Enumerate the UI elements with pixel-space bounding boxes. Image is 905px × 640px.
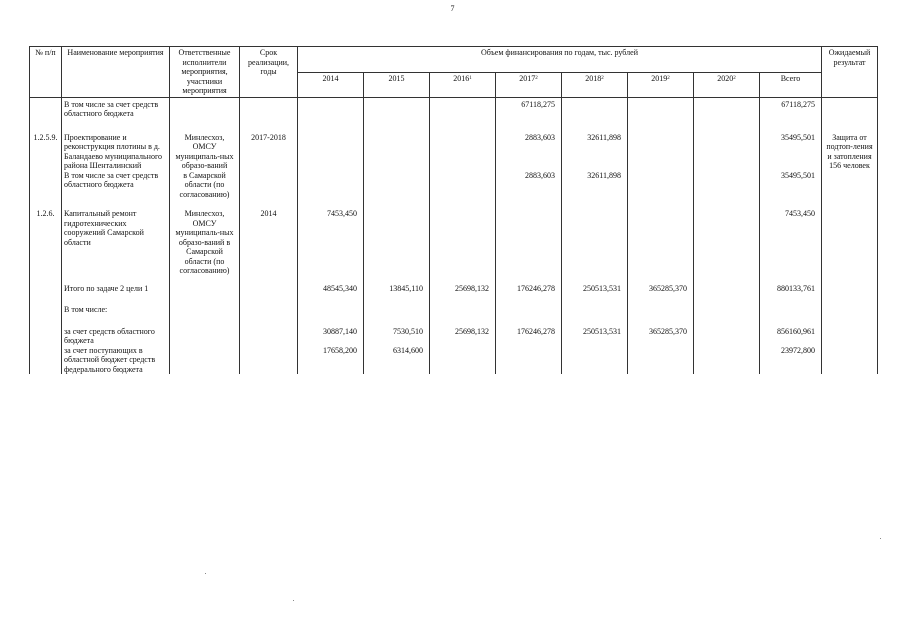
row-num [30, 315, 62, 346]
row-total: 35495,501 [760, 171, 822, 200]
row-value [430, 293, 496, 315]
row-value [628, 346, 694, 375]
row-value: 2883,603 [496, 171, 562, 200]
row-total: 856160,961 [760, 315, 822, 346]
row-value [364, 293, 430, 315]
row-value [298, 293, 364, 315]
header-year-label: 2017 [519, 74, 536, 84]
row-result [822, 199, 878, 276]
row-result [822, 315, 878, 346]
row-value [694, 293, 760, 315]
row-result [822, 293, 878, 315]
row-num [30, 171, 62, 200]
table-row [30, 315, 878, 346]
row-num: 1.2.6. [30, 199, 62, 276]
header-term: Срок реализации, годы [240, 47, 298, 98]
row-value [364, 119, 430, 171]
row-value [364, 171, 430, 200]
row-value [694, 199, 760, 276]
row-term [240, 346, 298, 375]
funding-table [29, 46, 878, 374]
row-value [628, 199, 694, 276]
row-value [694, 171, 760, 200]
header-responsible: Ответственные исполнители мероприятия, участники мероприятия [170, 47, 240, 98]
row-name: за счет поступающих в областной бюджет средств федерального бюджета [62, 346, 170, 375]
header-result: Ожидаемый результат [822, 47, 878, 98]
row-value [628, 171, 694, 200]
row-value: 250513,531 [562, 315, 628, 346]
row-responsible [170, 293, 240, 315]
table-row [30, 346, 878, 375]
table-row [30, 119, 878, 171]
row-value [430, 97, 496, 119]
row-value: 7453,450 [298, 199, 364, 276]
header-funding: Объем финансирования по годам, тыс. рублей [298, 47, 822, 73]
row-value [430, 346, 496, 375]
row-value [496, 199, 562, 276]
row-responsible [170, 315, 240, 346]
row-responsible [170, 346, 240, 375]
row-name: В том числе за счет средств областного бюджета [62, 171, 170, 200]
row-total [760, 293, 822, 315]
row-value: 25698,132 [430, 315, 496, 346]
row-value [694, 97, 760, 119]
row-value [694, 276, 760, 294]
row-total: 35495,501 [760, 119, 822, 171]
row-value [562, 199, 628, 276]
row-value: 13845,110 [364, 276, 430, 294]
row-term: 2017-2018 [240, 119, 298, 171]
row-value: 365285,370 [628, 276, 694, 294]
header-year-label: 2020 [717, 74, 734, 84]
header-year-label: 2018 [585, 74, 602, 84]
table-row [30, 199, 878, 276]
header-total: Всего [760, 73, 822, 97]
row-responsible [170, 97, 240, 119]
row-result [822, 97, 878, 119]
row-total: 23972,800 [760, 346, 822, 375]
row-value: 250513,531 [562, 276, 628, 294]
row-result [822, 346, 878, 375]
table-row [30, 171, 878, 200]
row-name: за счет средств областного бюджета [62, 315, 170, 346]
header-num: № п/п [30, 47, 62, 98]
row-value [694, 315, 760, 346]
header-year-2019 [628, 73, 694, 97]
row-name: В том числе: [62, 293, 170, 315]
row-value: 7530,510 [364, 315, 430, 346]
row-value [694, 119, 760, 171]
row-result: Защита от подтоп-ления и затопления 156 человек [822, 119, 878, 171]
header-year-label: 2019 [651, 74, 668, 84]
row-num [30, 276, 62, 294]
row-name: Итого по задаче 2 цели 1 [62, 276, 170, 294]
row-responsible: Минлесхоз, ОМСУ муниципаль-ных образо-ваний [170, 119, 240, 171]
table-body [30, 97, 878, 374]
table-row [30, 276, 878, 294]
scan-speck [293, 600, 294, 601]
row-value [430, 171, 496, 200]
row-term [240, 293, 298, 315]
row-value: 176246,278 [496, 276, 562, 294]
header-year-2020 [694, 73, 760, 97]
row-total: 880133,761 [760, 276, 822, 294]
row-value [628, 293, 694, 315]
row-num [30, 293, 62, 315]
row-num [30, 97, 62, 119]
row-value [298, 171, 364, 200]
row-value [496, 346, 562, 375]
header-year-footnote: 2 [733, 76, 736, 82]
row-term [240, 97, 298, 119]
row-value [562, 346, 628, 375]
row-result [822, 171, 878, 200]
row-value: 176246,278 [496, 315, 562, 346]
header-year-label: 2016 [453, 74, 470, 84]
scan-speck [205, 573, 206, 574]
row-responsible [170, 276, 240, 294]
page-number: 7 [450, 4, 455, 13]
header-name: Наименование мероприятия [62, 47, 170, 98]
row-name: Проектирование и реконструкция плотины в д. Баландаево муниципального района Шенталинский [62, 119, 170, 171]
row-num: 1.2.5.9. [30, 119, 62, 171]
header-year-footnote: 2 [601, 76, 604, 82]
header-year-2016 [430, 73, 496, 97]
row-value: 48545,340 [298, 276, 364, 294]
row-value [562, 293, 628, 315]
row-result [822, 276, 878, 294]
row-value [694, 346, 760, 375]
row-value [298, 119, 364, 171]
row-value [628, 97, 694, 119]
header-year-2014 [298, 73, 364, 97]
row-value [496, 293, 562, 315]
row-value [628, 119, 694, 171]
row-value [364, 97, 430, 119]
header-year-2018 [562, 73, 628, 97]
row-value [430, 199, 496, 276]
row-term [240, 171, 298, 200]
row-value: 365285,370 [628, 315, 694, 346]
table-row [30, 97, 878, 119]
row-term [240, 276, 298, 294]
header-year-2015 [364, 73, 430, 97]
row-total: 67118,275 [760, 97, 822, 119]
row-value: 6314,600 [364, 346, 430, 375]
row-value [562, 97, 628, 119]
row-value [364, 199, 430, 276]
row-name: В том числе за счет средств областного бюджета [62, 97, 170, 119]
row-num [30, 346, 62, 375]
table-header-row [30, 47, 878, 73]
header-year-label: 2014 [322, 74, 339, 84]
header-year-footnote: 1 [469, 76, 472, 82]
row-value: 25698,132 [430, 276, 496, 294]
row-value [430, 119, 496, 171]
header-year-footnote: 2 [667, 76, 670, 82]
row-value: 17658,200 [298, 346, 364, 375]
row-term [240, 315, 298, 346]
table-row [30, 293, 878, 315]
row-responsible: Минлесхоз, ОМСУ муниципаль-ных образо-ваний в Самарской области (по согласованию) [170, 199, 240, 276]
row-value: 30887,140 [298, 315, 364, 346]
header-year-label: 2015 [388, 74, 405, 84]
row-value [298, 97, 364, 119]
scan-speck [880, 538, 881, 539]
row-responsible: в Самарской области (по согласованию) [170, 171, 240, 200]
row-name: Капитальный ремонт гидротехнических сооружений Самарской области [62, 199, 170, 276]
row-value: 2883,603 [496, 119, 562, 171]
row-total: 7453,450 [760, 199, 822, 276]
row-value: 32611,898 [562, 171, 628, 200]
header-year-footnote: 2 [535, 76, 538, 82]
row-term: 2014 [240, 199, 298, 276]
header-year-2017 [496, 73, 562, 97]
row-value: 32611,898 [562, 119, 628, 171]
row-value: 67118,275 [496, 97, 562, 119]
